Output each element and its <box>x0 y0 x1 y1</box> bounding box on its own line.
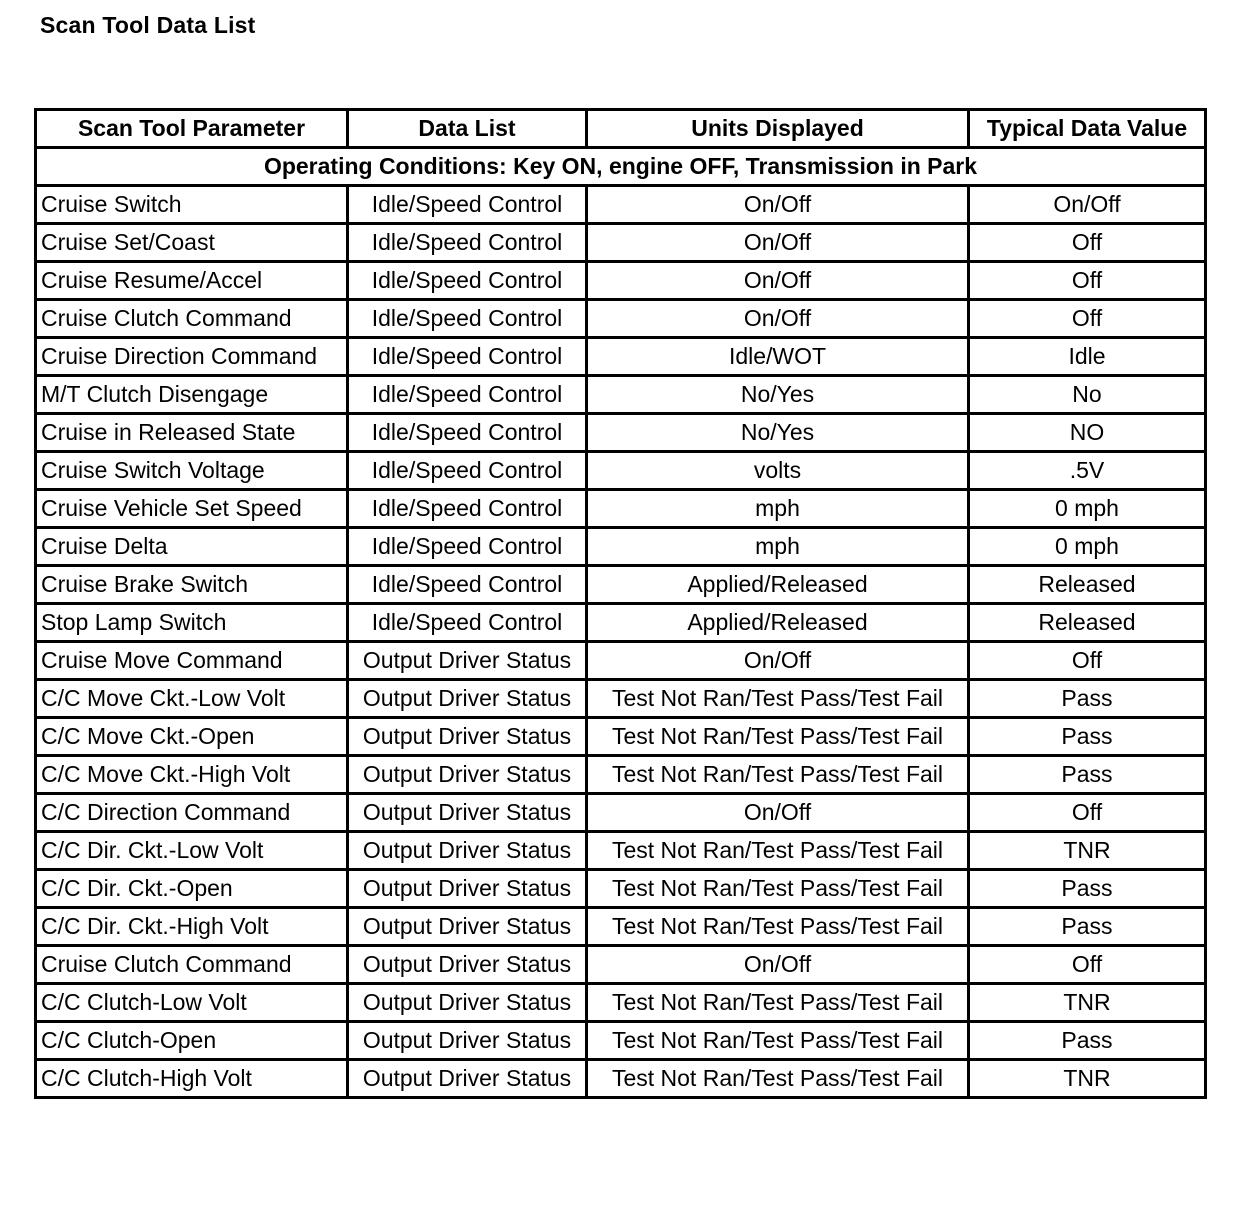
cell-value: 0 mph <box>969 528 1206 566</box>
cell-data-list: Idle/Speed Control <box>348 300 587 338</box>
cell-data-list: Output Driver Status <box>348 946 587 984</box>
cell-value: Idle <box>969 338 1206 376</box>
table-row <box>36 756 1206 794</box>
table-row <box>36 338 1206 376</box>
cell-data-list: Idle/Speed Control <box>348 528 587 566</box>
cell-data-list: Idle/Speed Control <box>348 566 587 604</box>
table-row <box>36 1022 1206 1060</box>
cell-units: Test Not Ran/Test Pass/Test Fail <box>587 1060 969 1098</box>
cell-data-list: Output Driver Status <box>348 1022 587 1060</box>
cell-units: Test Not Ran/Test Pass/Test Fail <box>587 718 969 756</box>
cell-parameter: C/C Clutch-Low Volt <box>36 984 348 1022</box>
section-row <box>36 148 1206 186</box>
cell-value: Off <box>969 794 1206 832</box>
table-row <box>36 604 1206 642</box>
table-row <box>36 908 1206 946</box>
table-row <box>36 946 1206 984</box>
table-row <box>36 490 1206 528</box>
table-row <box>36 224 1206 262</box>
cell-parameter: Cruise Resume/Accel <box>36 262 348 300</box>
table-row <box>36 984 1206 1022</box>
header-row <box>36 110 1206 148</box>
cell-data-list: Output Driver Status <box>348 718 587 756</box>
cell-value: Pass <box>969 1022 1206 1060</box>
cell-data-list: Output Driver Status <box>348 756 587 794</box>
cell-parameter: Cruise in Released State <box>36 414 348 452</box>
cell-value: Off <box>969 946 1206 984</box>
cell-parameter: C/C Clutch-Open <box>36 1022 348 1060</box>
cell-data-list: Idle/Speed Control <box>348 338 587 376</box>
header-data-list: Data List <box>348 110 587 148</box>
cell-units: No/Yes <box>587 376 969 414</box>
cell-parameter: Cruise Clutch Command <box>36 300 348 338</box>
cell-units: On/Off <box>587 946 969 984</box>
cell-value: Off <box>969 642 1206 680</box>
cell-value: 0 mph <box>969 490 1206 528</box>
table-row <box>36 262 1206 300</box>
table-row <box>36 794 1206 832</box>
table-row <box>36 642 1206 680</box>
cell-parameter: Cruise Direction Command <box>36 338 348 376</box>
cell-parameter: Cruise Switch Voltage <box>36 452 348 490</box>
cell-value: No <box>969 376 1206 414</box>
cell-parameter: Stop Lamp Switch <box>36 604 348 642</box>
cell-parameter: Cruise Switch <box>36 186 348 224</box>
table-row <box>36 528 1206 566</box>
cell-value: On/Off <box>969 186 1206 224</box>
cell-value: Off <box>969 224 1206 262</box>
page-title: Scan Tool Data List <box>40 12 256 38</box>
cell-parameter: Cruise Vehicle Set Speed <box>36 490 348 528</box>
cell-value: Pass <box>969 680 1206 718</box>
cell-parameter: M/T Clutch Disengage <box>36 376 348 414</box>
cell-data-list: Idle/Speed Control <box>348 186 587 224</box>
cell-data-list: Output Driver Status <box>348 984 587 1022</box>
cell-units: On/Off <box>587 642 969 680</box>
cell-parameter: C/C Move Ckt.-High Volt <box>36 756 348 794</box>
cell-units: Test Not Ran/Test Pass/Test Fail <box>587 1022 969 1060</box>
cell-value: Off <box>969 262 1206 300</box>
cell-units: Test Not Ran/Test Pass/Test Fail <box>587 680 969 718</box>
cell-data-list: Output Driver Status <box>348 680 587 718</box>
cell-data-list: Output Driver Status <box>348 642 587 680</box>
cell-parameter: C/C Direction Command <box>36 794 348 832</box>
cell-parameter: C/C Dir. Ckt.-Open <box>36 870 348 908</box>
cell-value: TNR <box>969 832 1206 870</box>
cell-units: On/Off <box>587 794 969 832</box>
cell-parameter: Cruise Clutch Command <box>36 946 348 984</box>
cell-data-list: Idle/Speed Control <box>348 604 587 642</box>
cell-value: Off <box>969 300 1206 338</box>
table-body <box>36 148 1206 1098</box>
cell-data-list: Idle/Speed Control <box>348 490 587 528</box>
table-row <box>36 186 1206 224</box>
cell-parameter: C/C Dir. Ckt.-Low Volt <box>36 832 348 870</box>
table-row <box>36 1060 1206 1098</box>
cell-data-list: Output Driver Status <box>348 870 587 908</box>
cell-parameter: C/C Clutch-High Volt <box>36 1060 348 1098</box>
cell-parameter: C/C Dir. Ckt.-High Volt <box>36 908 348 946</box>
header-units-displayed: Units Displayed <box>587 110 969 148</box>
cell-units: volts <box>587 452 969 490</box>
scan-tool-data-table <box>34 108 1207 1099</box>
table-header <box>36 110 1206 148</box>
cell-units: Applied/Released <box>587 604 969 642</box>
cell-units: On/Off <box>587 262 969 300</box>
cell-units: Test Not Ran/Test Pass/Test Fail <box>587 832 969 870</box>
cell-data-list: Idle/Speed Control <box>348 224 587 262</box>
cell-data-list: Output Driver Status <box>348 908 587 946</box>
cell-units: Test Not Ran/Test Pass/Test Fail <box>587 756 969 794</box>
cell-parameter: Cruise Move Command <box>36 642 348 680</box>
table-row <box>36 452 1206 490</box>
cell-data-list: Output Driver Status <box>348 794 587 832</box>
cell-value: TNR <box>969 1060 1206 1098</box>
cell-units: Applied/Released <box>587 566 969 604</box>
cell-units: On/Off <box>587 300 969 338</box>
cell-units: Idle/WOT <box>587 338 969 376</box>
cell-parameter: Cruise Set/Coast <box>36 224 348 262</box>
cell-value: .5V <box>969 452 1206 490</box>
cell-units: No/Yes <box>587 414 969 452</box>
table-row <box>36 832 1206 870</box>
cell-value: Pass <box>969 756 1206 794</box>
cell-units: On/Off <box>587 186 969 224</box>
cell-parameter: Cruise Delta <box>36 528 348 566</box>
cell-data-list: Output Driver Status <box>348 832 587 870</box>
cell-parameter: C/C Move Ckt.-Open <box>36 718 348 756</box>
cell-units: Test Not Ran/Test Pass/Test Fail <box>587 984 969 1022</box>
cell-value: Released <box>969 566 1206 604</box>
table-row <box>36 300 1206 338</box>
cell-parameter: C/C Move Ckt.-Low Volt <box>36 680 348 718</box>
cell-units: On/Off <box>587 224 969 262</box>
cell-value: Pass <box>969 870 1206 908</box>
operating-conditions: Operating Conditions: Key ON, engine OFF, Transmission in Park <box>36 148 1206 186</box>
cell-units: Test Not Ran/Test Pass/Test Fail <box>587 870 969 908</box>
cell-data-list: Idle/Speed Control <box>348 452 587 490</box>
cell-value: NO <box>969 414 1206 452</box>
cell-units: Test Not Ran/Test Pass/Test Fail <box>587 908 969 946</box>
cell-parameter: Cruise Brake Switch <box>36 566 348 604</box>
table-row <box>36 414 1206 452</box>
cell-data-list: Idle/Speed Control <box>348 376 587 414</box>
cell-data-list: Idle/Speed Control <box>348 262 587 300</box>
cell-units: mph <box>587 528 969 566</box>
table-row <box>36 870 1206 908</box>
table-row <box>36 566 1206 604</box>
cell-value: Released <box>969 604 1206 642</box>
cell-value: TNR <box>969 984 1206 1022</box>
header-typical-data-value: Typical Data Value <box>969 110 1206 148</box>
table-row <box>36 376 1206 414</box>
cell-units: mph <box>587 490 969 528</box>
table-row <box>36 718 1206 756</box>
cell-data-list: Idle/Speed Control <box>348 414 587 452</box>
header-scan-tool-parameter: Scan Tool Parameter <box>36 110 348 148</box>
table-row <box>36 680 1206 718</box>
cell-value: Pass <box>969 718 1206 756</box>
cell-value: Pass <box>969 908 1206 946</box>
cell-data-list: Output Driver Status <box>348 1060 587 1098</box>
